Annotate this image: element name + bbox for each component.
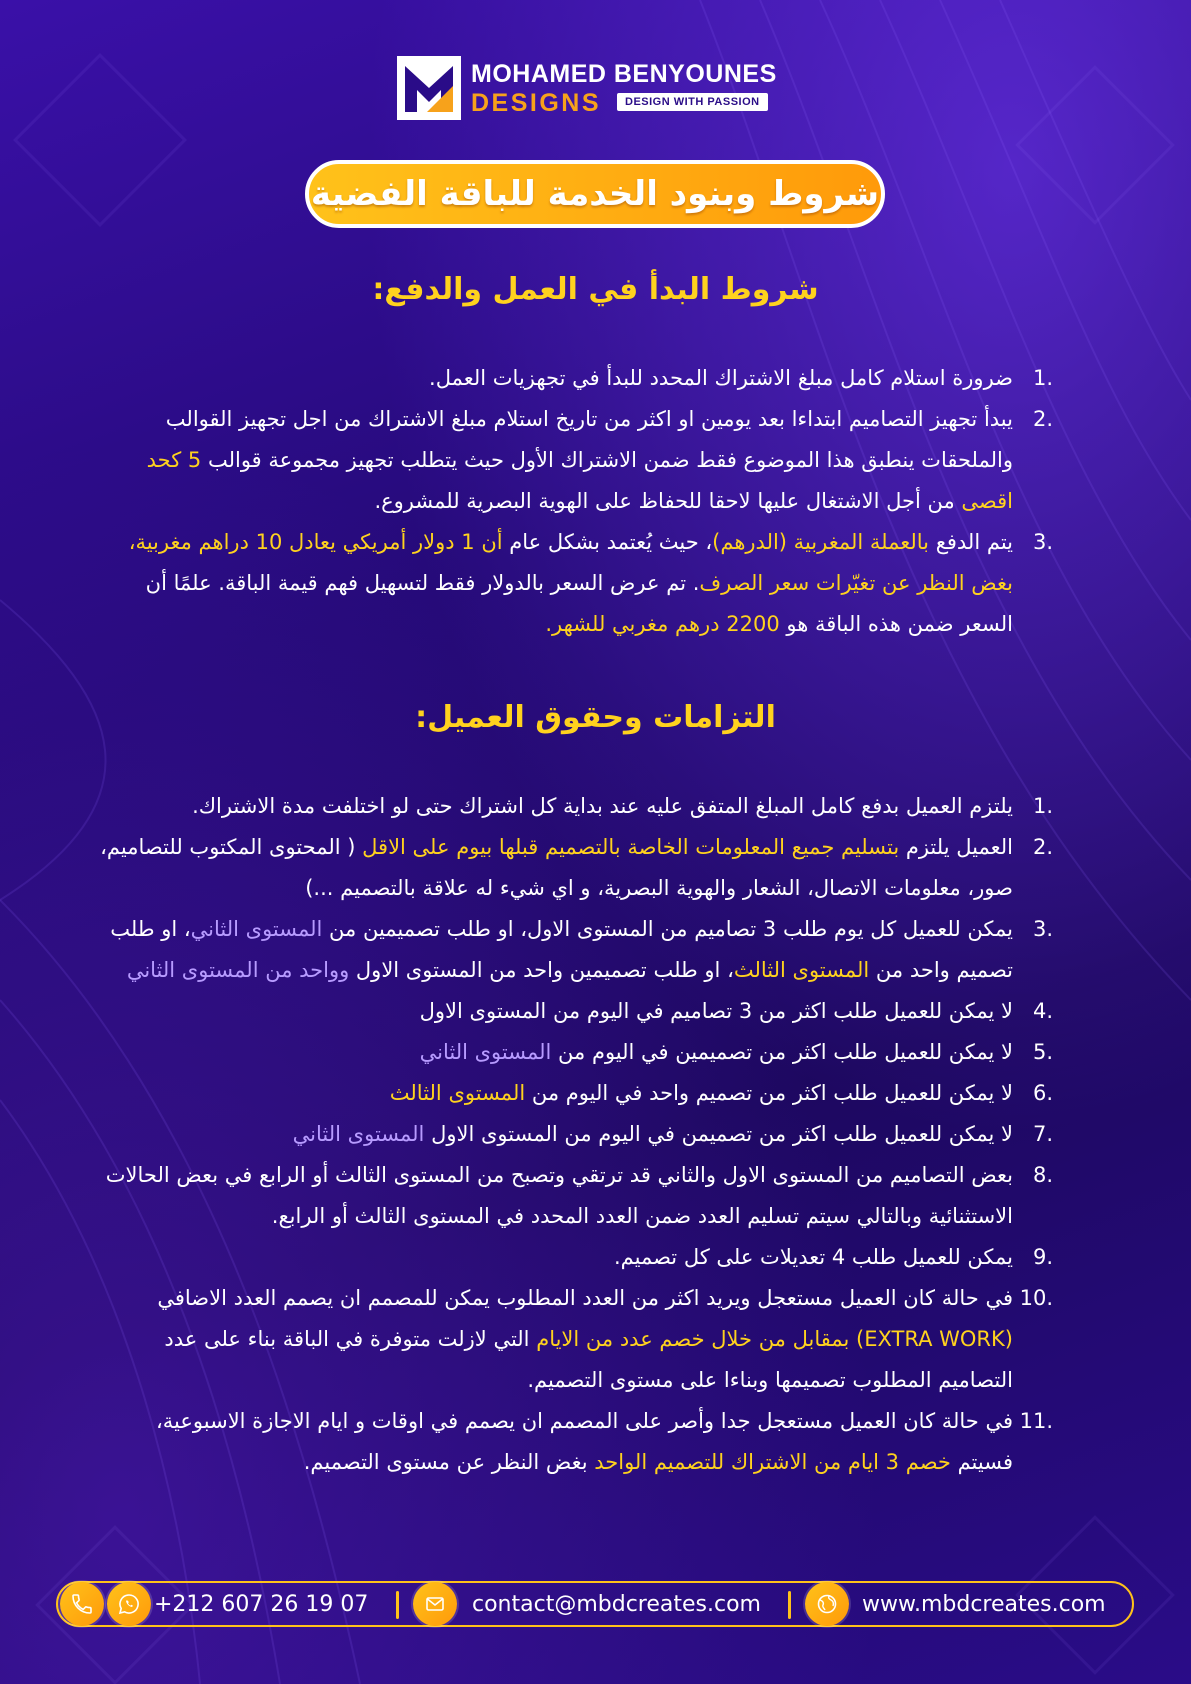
list-item-text: يتم الدفع bbox=[929, 530, 1013, 554]
footer-divider bbox=[788, 1591, 791, 1619]
brand-tagline: DESIGN WITH PASSION bbox=[617, 93, 768, 111]
highlighted-text: المستوى الثاني bbox=[190, 917, 323, 941]
highlighted-text: بالعملة المغربية (الدرهم) bbox=[712, 530, 930, 554]
footer-email[interactable]: contact@mbdcreates.com bbox=[472, 1592, 761, 1617]
list-item-text: ، حيث يُعتمد بشكل عام bbox=[502, 530, 713, 554]
list-item-text: بغض النظر عن مستوى التصميم. bbox=[303, 1450, 595, 1474]
highlighted-text: 5 كحد اقصى bbox=[146, 448, 1013, 513]
page-title: شروط وبنود الخدمة للباقة الفضية bbox=[310, 174, 880, 214]
list-item-number: 10. bbox=[1019, 1286, 1053, 1310]
highlighted-text: أن 1 دولار أمريكي يعادل 10 دراهم مغربية، bbox=[128, 530, 503, 554]
list-item-text: ( المحتوى المكتوب للتصاميم، صور، معلومات الاتصال، الشعار والهوية البصرية، و اي شيء له علاقة بالتصميم ...) bbox=[100, 835, 1013, 900]
list-item bbox=[100, 1155, 1053, 1237]
highlighted-text: (EXTRA WORK) بمقابل من خلال خصم عدد من الايام bbox=[536, 1327, 1013, 1351]
list-item-text: يمكن للعميل طلب 4 تعديلات على كل تصميم. bbox=[613, 1245, 1013, 1269]
list-item bbox=[100, 358, 1053, 399]
title-banner bbox=[305, 160, 885, 228]
list-item-text: ضرورة استلام كامل مبلغ الاشتراك المحدد للبدأ في تجهزيات العمل. bbox=[429, 366, 1013, 390]
list-item-text: . تم عرض السعر بالدولار فقط لتسهيل فهم قيمة الباقة. علمًا أن السعر ضمن هذه الباقة هو bbox=[145, 571, 1013, 636]
list-item-number: 7. bbox=[1032, 1122, 1053, 1146]
list-item-text: يلتزم العميل بدفع كامل المبلغ المتفق عليه عند بداية كل اشتراك حتى لو اختلفت مدة الاشتراك. bbox=[192, 794, 1013, 818]
list-item-number: 1. bbox=[1032, 366, 1053, 390]
phone-icon[interactable] bbox=[60, 1582, 104, 1626]
highlighted-text: المستوى الثاني bbox=[419, 1040, 552, 1064]
list-item-number: 9. bbox=[1032, 1245, 1053, 1269]
list-item-text: بعض التصاميم من المستوى الاول والثاني قد ترتقي وتصبح من المستوى الثالث أو الرابع في بعض الحالات الاستثنائية وبالتالي سيتم تسليم العدد ضمن العدد المحدد في المستوى الثالث أو الرابع. bbox=[105, 1163, 1013, 1228]
list-item-text: ، او طلب تصميم واحد من bbox=[110, 917, 1013, 982]
section2-heading: التزامات وحقوق العميل: bbox=[415, 700, 776, 735]
whatsapp-icon[interactable] bbox=[107, 1582, 151, 1626]
contact-footer bbox=[56, 1581, 1134, 1627]
list-item-text: لا يمكن للعميل طلب اكثر من تصميمين في اليوم من bbox=[551, 1040, 1013, 1064]
brand-name: MOHAMED BENYOUNES bbox=[471, 60, 777, 88]
list-item-number: 3. bbox=[1032, 917, 1053, 941]
section1-heading: شروط البدأ في العمل والدفع: bbox=[372, 272, 819, 307]
email-icon[interactable] bbox=[413, 1582, 457, 1626]
list-item bbox=[100, 399, 1053, 522]
brand-logo bbox=[397, 56, 797, 120]
highlighted-text: المستوى الثاني bbox=[292, 1122, 425, 1146]
highlighted-text: وواحد من المستوى الثاني bbox=[126, 958, 350, 982]
section1-list bbox=[100, 358, 1053, 645]
list-item-text: لا يمكن للعميل طلب اكثر من 3 تصاميم في اليوم من المستوى الاول bbox=[419, 999, 1013, 1023]
brand-designs: DESIGNS bbox=[471, 89, 602, 117]
list-item bbox=[100, 522, 1053, 645]
list-item-number: 6. bbox=[1032, 1081, 1053, 1105]
list-item bbox=[100, 991, 1053, 1032]
logo-mark-icon bbox=[397, 56, 461, 120]
highlighted-text: 2200 درهم مغربي للشهر. bbox=[545, 612, 780, 636]
list-item-number: 2. bbox=[1032, 407, 1053, 431]
list-item-number: 11. bbox=[1019, 1409, 1053, 1433]
list-item bbox=[100, 786, 1053, 827]
list-item bbox=[100, 827, 1053, 909]
list-item-number: 1. bbox=[1032, 794, 1053, 818]
highlighted-text: المستوى الثالث bbox=[389, 1081, 526, 1105]
list-item-number: 8. bbox=[1032, 1163, 1053, 1187]
highlighted-text: بتسليم جميع المعلومات الخاصة بالتصميم قبلها بيوم على الاقل bbox=[362, 835, 900, 859]
list-item bbox=[100, 909, 1053, 991]
list-item-text: لا يمكن للعميل طلب اكثر من تصميمن في اليوم من المستوى الاول bbox=[424, 1122, 1013, 1146]
list-item-text: في حالة كان العميل مستعجل جدا وأصر على المصمم ان يصمم في اوقات و ايام الاجازة الاسبوعية، فسيتم bbox=[156, 1409, 1013, 1474]
list-item-text: في حالة كان العميل مستعجل ويريد اكثر من العدد المطلوب يمكن للمصمم ان يصمم العدد الاضافي bbox=[157, 1286, 1013, 1310]
globe-icon[interactable] bbox=[805, 1582, 849, 1626]
highlighted-text: خصم 3 ايام من الاشتراك للتصميم الواحد bbox=[594, 1450, 951, 1474]
list-item-text: التي لازلت متوفرة في الباقة بناء على عدد التصاميم المطلوب تصميمها وبناءا على مستوى التصميم. bbox=[164, 1327, 1013, 1392]
list-item-number: 4. bbox=[1032, 999, 1053, 1023]
list-item-number: 2. bbox=[1032, 835, 1053, 859]
list-item bbox=[100, 1237, 1053, 1278]
list-item bbox=[100, 1278, 1053, 1401]
footer-website[interactable]: www.mbdcreates.com bbox=[862, 1592, 1106, 1617]
list-item bbox=[100, 1401, 1053, 1483]
footer-divider bbox=[396, 1591, 399, 1619]
list-item bbox=[100, 1073, 1053, 1114]
list-item-text: من أجل الاشتغال عليها لاحقا للحفاظ على الهوية البصرية للمشروع. bbox=[374, 489, 962, 513]
list-item bbox=[100, 1032, 1053, 1073]
section2-list bbox=[100, 786, 1053, 1483]
highlighted-text: بغض النظر عن تغيّرات سعر الصرف bbox=[699, 571, 1013, 595]
list-item-number: 3. bbox=[1032, 530, 1053, 554]
list-item-number: 5. bbox=[1032, 1040, 1053, 1064]
list-item-text: لا يمكن للعميل طلب اكثر من تصميم واحد في اليوم من bbox=[525, 1081, 1013, 1105]
list-item-text: يبدأ تجهيز التصاميم ابتداءا بعد يومين او اكثر من تاريخ استلام مبلغ الاشتراك من اجل تجهيز القوالب والملحقات ينطبق هذا الموضوع فقط ضمن الاشتراك الأول حيث يتطلب تجهيز مجموعة قوالب bbox=[165, 407, 1013, 472]
list-item bbox=[100, 1114, 1053, 1155]
highlighted-text: المستوى الثالث bbox=[733, 958, 870, 982]
list-item-text: ، او طلب تصميمين واحد من المستوى الاول bbox=[349, 958, 734, 982]
footer-phone[interactable]: +212 607 26 19 07 bbox=[154, 1592, 369, 1617]
list-item-text: العميل يلتزم bbox=[899, 835, 1013, 859]
list-item-text: يمكن للعميل كل يوم طلب 3 تصاميم من المستوى الاول، او طلب تصميمين من bbox=[322, 917, 1013, 941]
